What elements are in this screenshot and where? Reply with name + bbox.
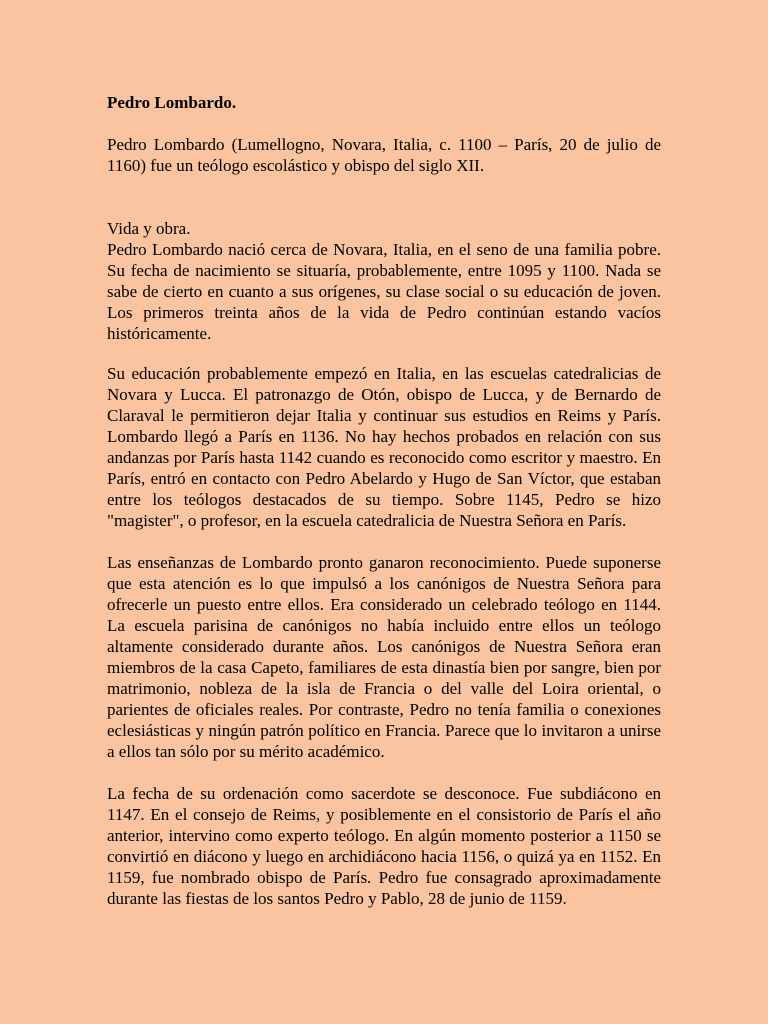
vida-section <box>107 218 661 344</box>
paragraph-origins: Pedro Lombardo nació cerca de Novara, Italia, en el seno de una familia pobre. Su fecha de nacimiento se situaría, probablemente, entre 1095 y 1100. Nada se sabe de cierto en cuanto a sus orígenes, su clase social o su educación de joven. Los primeros treinta años de la vida de Pedro continúan estando vacíos históricamente. <box>107 240 661 343</box>
paragraph-education: Su educación probablemente empezó en Italia, en las escuelas catedralicias de Novara y Lucca. El patronazgo de Otón, obispo de Lucca, y de Bernardo de Claraval le permitieron dejar Italia y continuar sus estudios en Reims y París. Lombardo llegó a París en 1136. No hay hechos probados en relación con sus andanzas por París hasta 1142 cuando es reconocido como escritor y maestro. En París, entró en contacto con Pedro Abelardo y Hugo de San Víctor, que estaban entre los teólogos destacados de su tiempo. Sobre 1145, Pedro se hizo "magister", o profesor, en la escuela catedralicia de Nuestra Señora en París. <box>107 364 661 530</box>
document-title: Pedro Lombardo. <box>107 93 237 112</box>
intro-paragraph: Pedro Lombardo (Lumellogno, Novara, Italia, c. 1100 – París, 20 de julio de 1160) fue un teólogo escolástico y obispo del siglo XII. <box>107 135 661 175</box>
paragraph-ordination: La fecha de su ordenación como sacerdote se desconoce. Fue subdiácono en 1147. En el consejo de Reims, y posiblemente en el consistorio de París el año anterior, intervino como experto teólogo. En algún momento posterior a 1150 se convirtió en diácono y luego en archidiácono hacia 1156, o quizá ya en 1152. En 1159, fue nombrado obispo de París. Pedro fue consagrado aproximadamente durante las fiestas de los santos Pedro y Pablo, 28 de junio de 1159. <box>107 784 661 908</box>
section-heading: Vida y obra. <box>107 219 191 238</box>
paragraph-teachings: Las enseñanzas de Lombardo pronto ganaron reconocimiento. Puede suponerse que esta atención es lo que impulsó a los canónigos de Nuestra Señora para ofrecerle un puesto entre ellos. Era considerado un celebrado teólogo en 1144. La escuela parisina de canónigos no había incluido entre ellos un teólogo altamente considerado durante años. Los canónigos de Nuestra Señora eran miembros de la casa Capeto, familiares de esta dinastía bien por sangre, bien por matrimonio, nobleza de la isla de Francia o del valle del Loira oriental, o parientes de oficiales reales. Por contraste, Pedro no tenía familia o conexiones eclesiásticas y ningún patrón político en Francia. Parece que lo invitaron a unirse a ellos tan sólo por su mérito académico. <box>107 553 661 761</box>
